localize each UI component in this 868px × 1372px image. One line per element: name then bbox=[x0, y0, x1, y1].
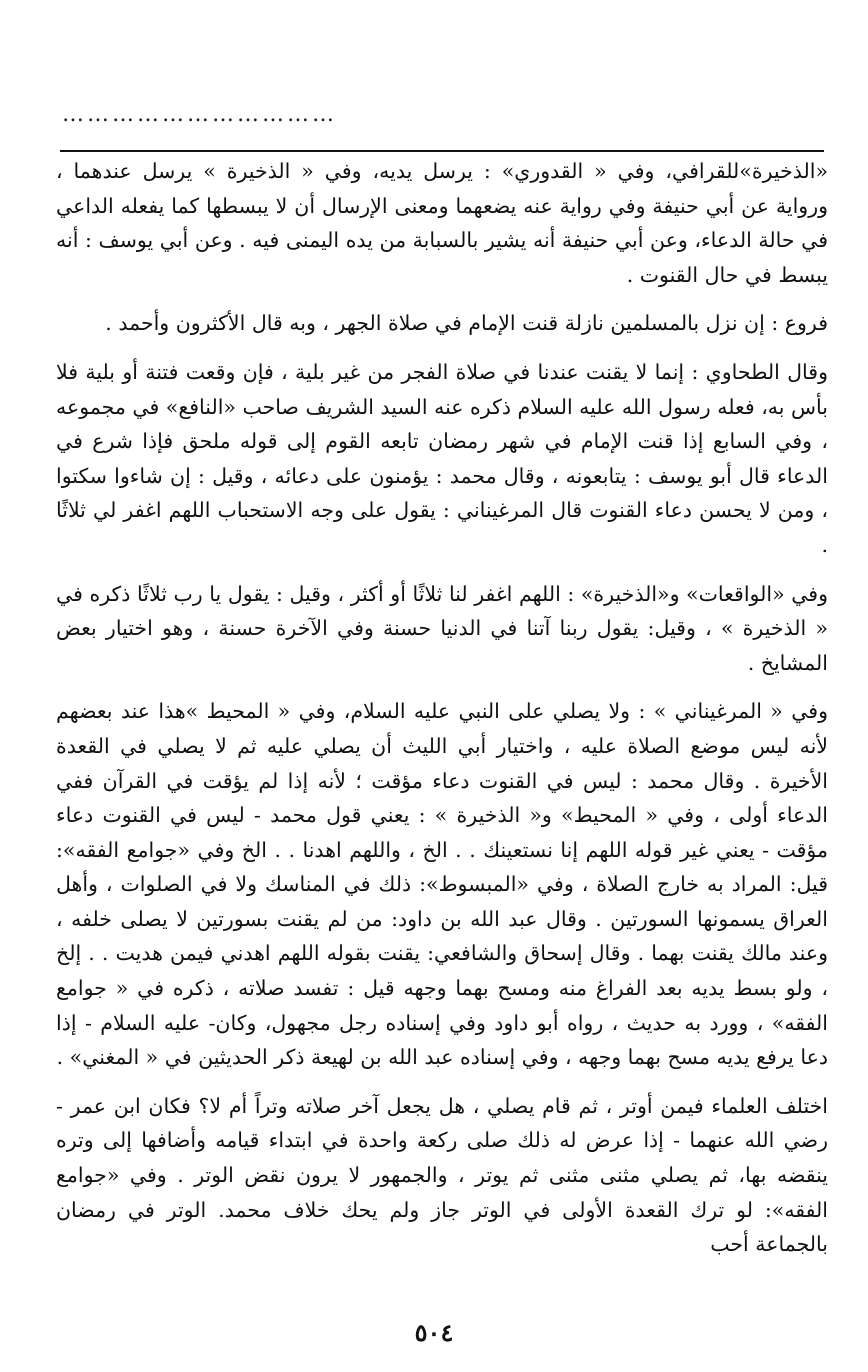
paragraph-tahawi: وقال الطحاوي : إنما لا يقنت عندنا في صلاة الفجر من غير بلية ، فإن وقعت فتنة أو بلية فلا بأس به، فعله رسول الله عليه السلام ذكره عنه السيد الشريف صاحب «النافع» في مجموعه ، وفي السابع إذا قنت الإمام في شهر رمضان تابعه القوم إلى قوله ملحق فإذا شرع في الدعاء قال أبو يوسف : يتابعونه ، وقال محمد : يؤمنون على دعائه ، وقيل : إن شاءوا سكتوا ، ومن لا يحسن دعاء القنوت قال المرغيناني : يقول على وجه الاستحباب اللهم اغفر لي ثلاثًا . bbox=[56, 359, 828, 557]
paragraph-furu: فروع : إن نزل بالمسلمين نازلة قنت الإمام في صلاة الجهر ، وبه قال الأكثرون وأحمد . bbox=[105, 311, 828, 336]
paragraph-marghinani: وفي « المرغيناني » : ولا يصلي على النبي عليه السلام، وفي « المحيط »هذا عند بعضهم لأنه ليس موضع الصلاة عليه ، واختيار أبي الليث أن يصلي عليه ثم لا يصلي في القعدة الأخيرة . وقال محمد : ليس في القنوت دعاء مؤقت ؛ لأنه إذا لم يؤقت في القرآن ففي الدعاء أولى ، وفي « المحيط» و« الذخيرة » : يعني قول محمد - ليس في القنوت دعاء مؤقت - يعني غير قوله اللهم إنا نستعينك . . الخ ، واللهم اهدنا . . الخ وفي «جوامع الفقه»: قيل: المراد به خارج الصلاة ، وفي «المبسوط»: ذلك في المناسك ولا في الصلوات ، وأهل العراق يسمونها السورتين . وقال عبد الله بن داود: من لم يقنت بسورتين لا يصلى خلفه ، وعند مالك يقنت بهما . وقال إسحاق والشافعي: يقنت بقوله اللهم اهدني فيمن هديت . . إلخ ، ولو بسط يديه بعد الفراغ منه ومسح بهما وجهه قيل : تفسد صلاته ، ذكره في « جوامع الفقه» ، وورد به حديث ، رواه أبو داود وفي إسناده رجل مجهول، وكان- عليه السلام - إذا دعا يرفع يديه مسح بهما وجهه ، وفي إسناده عبد الله بن لهيعة ذكر الحديثين في « المغني» . bbox=[56, 699, 828, 1070]
paragraph-hands-position: «الذخيرة»للقرافي، وفي « القدوري» : يرسل يديه، وفي « الذخيرة » يرسل عندهما ، ورواية عن أبي حنيفة وفي رواية عنه يضعهما ومعنى الإرسال أن لا يبسطها كما يفعله الداعي في حالة الدعاء، وعن أبي حنيفة أنه يشير بالسبابة من يده اليمنى فيه . وعن أبي يوسف : أنه يبسط في حال القنوت . bbox=[56, 159, 828, 287]
header-rule bbox=[60, 150, 824, 152]
page-body bbox=[56, 154, 828, 1262]
header-leader-dots: …………………………… bbox=[62, 102, 337, 127]
paragraph-witr-disagreement: اختلف العلماء فيمن أوتر ، ثم قام يصلي ، هل يجعل آخر صلاته وتراً أم لا؟ فكان ابن عمر - رضي الله عنهما - إذا عرض له ذلك صلى ركعة واحدة في ابتداء قيامه وأضافها إلى وتره ينقضه بها، ثم يصلي مثنى مثنى ثم يوتر ، والجمهور لا يرون نقض الوتر . وفي «جوامع الفقه»: لو ترك القعدة الأولى في الوتر جاز ولم يحك خلاف محمد. الوتر في رمضان بالجماعة أحب bbox=[56, 1093, 828, 1257]
paragraph-waqiat: وفي «الواقعات» و«الذخيرة» : اللهم اغفر لنا ثلاثًا أو أكثر ، وقيل : يقول يا رب ثلاثًا ذكره في « الذخيرة » ، وقيل: يقول ربنا آتنا في الدنيا حسنة وفي الآخرة حسنة ، وهو اختيار بعض المشايخ . bbox=[56, 581, 828, 675]
page-number: ٥٠٤ bbox=[414, 1318, 454, 1347]
